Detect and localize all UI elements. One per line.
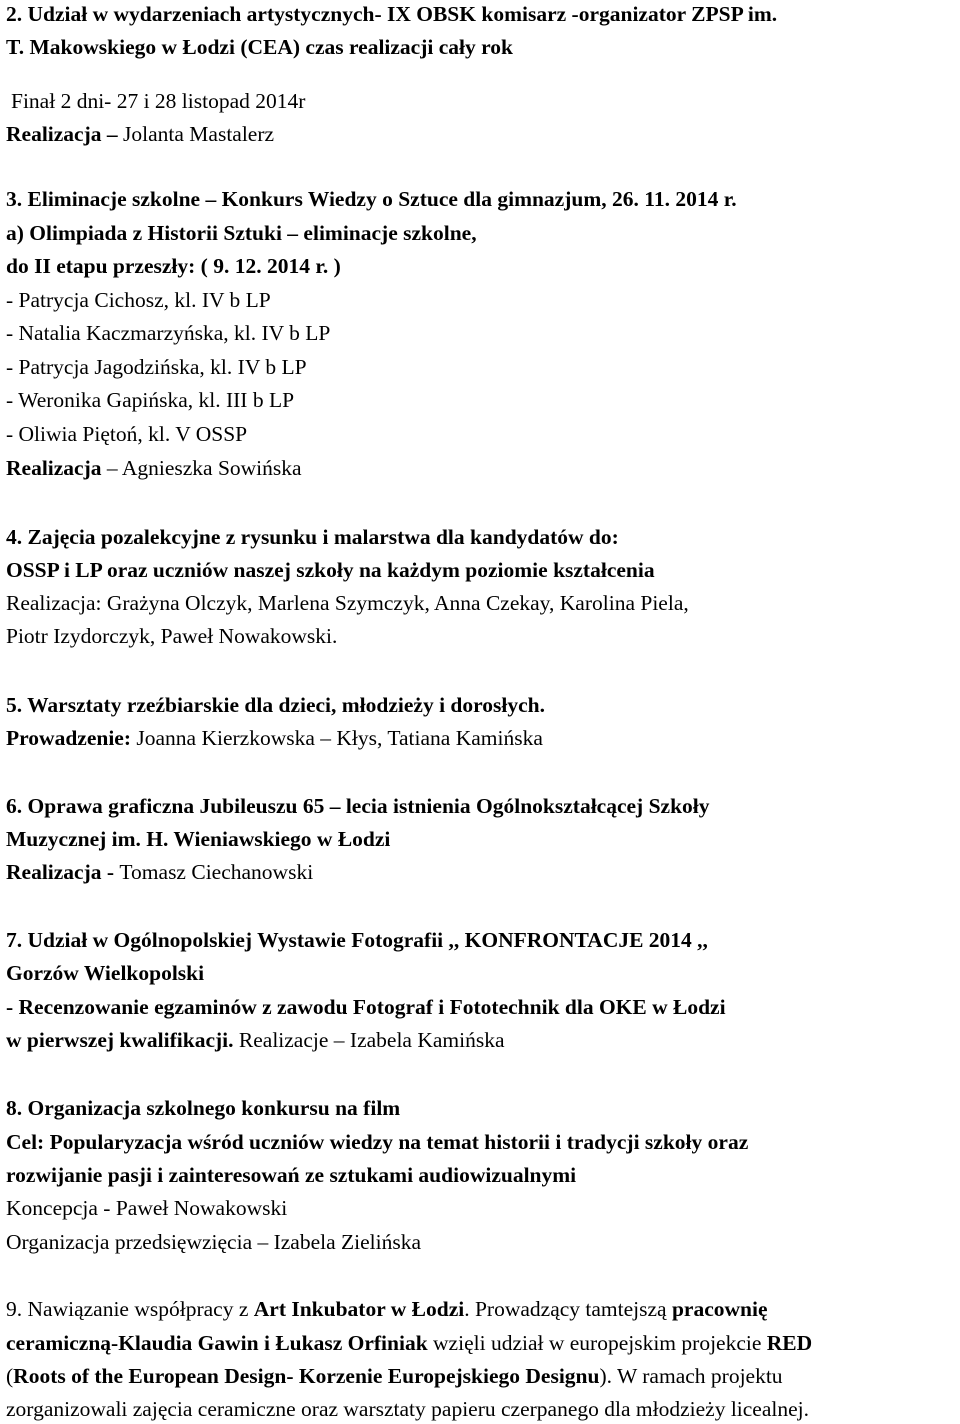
- realization-label: Realizacja -: [6, 860, 120, 884]
- realization-dash: –: [106, 122, 124, 146]
- section-2-finale: Finał 2 dni- 27 i 28 listopad 2014r: [11, 89, 306, 113]
- section-9-line-4: zorganizowali zajęcia ceramiczne oraz warsztaty papieru czerpanego dla młodzieży licealnej.: [6, 1397, 810, 1421]
- text-segment: 9. Nawiązanie współpracy z: [6, 1297, 254, 1321]
- section-9-line-2: [6, 1333, 812, 1355]
- text-segment: (: [6, 1364, 14, 1388]
- section-7-review: - Recenzowanie egzaminów z zawodu Fotograf i Fototechnik dla OKE w Łodzi: [6, 995, 726, 1019]
- text-segment: wzięli udział w europejskim projekcie: [427, 1331, 767, 1355]
- section-8-goal: Cel: Popularyzacja wśród uczniów wiedzy na temat historii i tradycji szkoły oraz: [6, 1130, 749, 1154]
- section-4-heading: 4. Zajęcia pozalekcyjne z rysunku i malarstwa dla kandydatów do:: [6, 525, 619, 549]
- leaders-names: Joanna Kierzkowska – Kłys, Tatiana Kamińska: [136, 726, 543, 750]
- student-item: - Patrycja Jagodzińska, kl. IV b LP: [6, 355, 307, 379]
- realization-name: Realizacje – Izabela Kamińska: [233, 1028, 505, 1052]
- section-3-heading: 3. Eliminacje szkolne – Konkurs Wiedzy o Sztuce dla gimnazjum, 26. 11. 2014 r.: [6, 187, 737, 211]
- realization-name: Jolanta Mastalerz: [123, 122, 275, 146]
- section-9-line-3: [6, 1366, 783, 1388]
- art-inkubator: Art Inkubator w Łodzi: [253, 1297, 465, 1321]
- realization-label: Realizacja: [6, 456, 107, 480]
- realization-label: Realizacja: [6, 122, 107, 146]
- project-full-name: Roots of the European Design- Korzenie Europejskiego Designu: [13, 1364, 600, 1388]
- section-7-review-cont: [6, 1030, 505, 1052]
- section-6-heading-line-2: Muzycznej im. H. Wieniawskiego w Łodzi: [6, 827, 391, 851]
- section-9-line-1: [6, 1299, 768, 1321]
- section-7-heading-line-2: Gorzów Wielkopolski: [6, 961, 205, 985]
- text-bold-segment: pracownię: [671, 1297, 768, 1321]
- red-project: RED: [766, 1331, 813, 1355]
- section-3-qualifiers: do II etapu przeszły: ( 9. 12. 2014 r. ): [6, 254, 341, 278]
- section-2-heading-line-2: T. Makowskiego w Łodzi (CEA) czas realizacji cały rok: [6, 35, 513, 59]
- text-segment: . Prowadzący tamtejszą: [464, 1297, 672, 1321]
- student-item: - Natalia Kaczmarzyńska, kl. IV b LP: [6, 321, 331, 345]
- student-item: - Weronika Gapińska, kl. III b LP: [6, 388, 295, 412]
- realization-name: – Agnieszka Sowińska: [106, 456, 302, 480]
- section-8-goal-cont: rozwijanie pasji i zainteresowań ze sztukami audiowizualnymi: [6, 1163, 577, 1187]
- section-5-leaders: [6, 728, 543, 750]
- section-4-realization-cont: Piotr Izydorczyk, Paweł Nowakowski.: [6, 624, 338, 648]
- text-bold-segment: ceramiczną-Klaudia Gawin i Łukasz Orfiniak: [6, 1331, 428, 1355]
- section-8-heading: 8. Organizacja szkolnego konkursu na film: [6, 1096, 401, 1120]
- section-4-realization: Realizacja: Grażyna Olczyk, Marlena Szymczyk, Anna Czekay, Karolina Piela,: [6, 591, 689, 615]
- realization-name: Tomasz Ciechanowski: [119, 860, 314, 884]
- section-4-subheading: OSSP i LP oraz uczniów naszej szkoły na każdym poziomie kształcenia: [6, 558, 655, 582]
- section-8-concept: Koncepcja - Paweł Nowakowski: [6, 1196, 288, 1220]
- section-7-heading-line-1: 7. Udział w Ogólnopolskiej Wystawie Fotografii ,, KONFRONTACJE 2014 ,,: [6, 928, 708, 952]
- section-8-organization: Organizacja przedsięwzięcia – Izabela Zielińska: [6, 1230, 422, 1254]
- qualification-text: w pierwszej kwalifikacji.: [6, 1028, 234, 1052]
- section-5-heading: 5. Warsztaty rzeźbiarskie dla dzieci, młodzieży i dorosłych.: [6, 693, 546, 717]
- section-6-realization: [6, 862, 313, 884]
- leaders-label: Prowadzenie:: [6, 726, 137, 750]
- student-item: - Patrycja Cichosz, kl. IV b LP: [6, 288, 271, 312]
- section-2-realization: [6, 124, 274, 146]
- section-2-heading-line-1: 2. Udział w wydarzeniach artystycznych- IX OBSK komisarz -organizator ZPSP im.: [6, 2, 778, 26]
- section-3-realization: [6, 458, 302, 480]
- student-item: - Oliwia Piętoń, kl. V OSSP: [6, 422, 248, 446]
- section-6-heading-line-1: 6. Oprawa graficzna Jubileuszu 65 – lecia istnienia Ogólnokształcącej Szkoły: [6, 794, 710, 818]
- section-3-subheading: a) Olimpiada z Historii Sztuki – eliminacje szkolne,: [6, 221, 477, 245]
- text-segment: ). W ramach projektu: [599, 1364, 783, 1388]
